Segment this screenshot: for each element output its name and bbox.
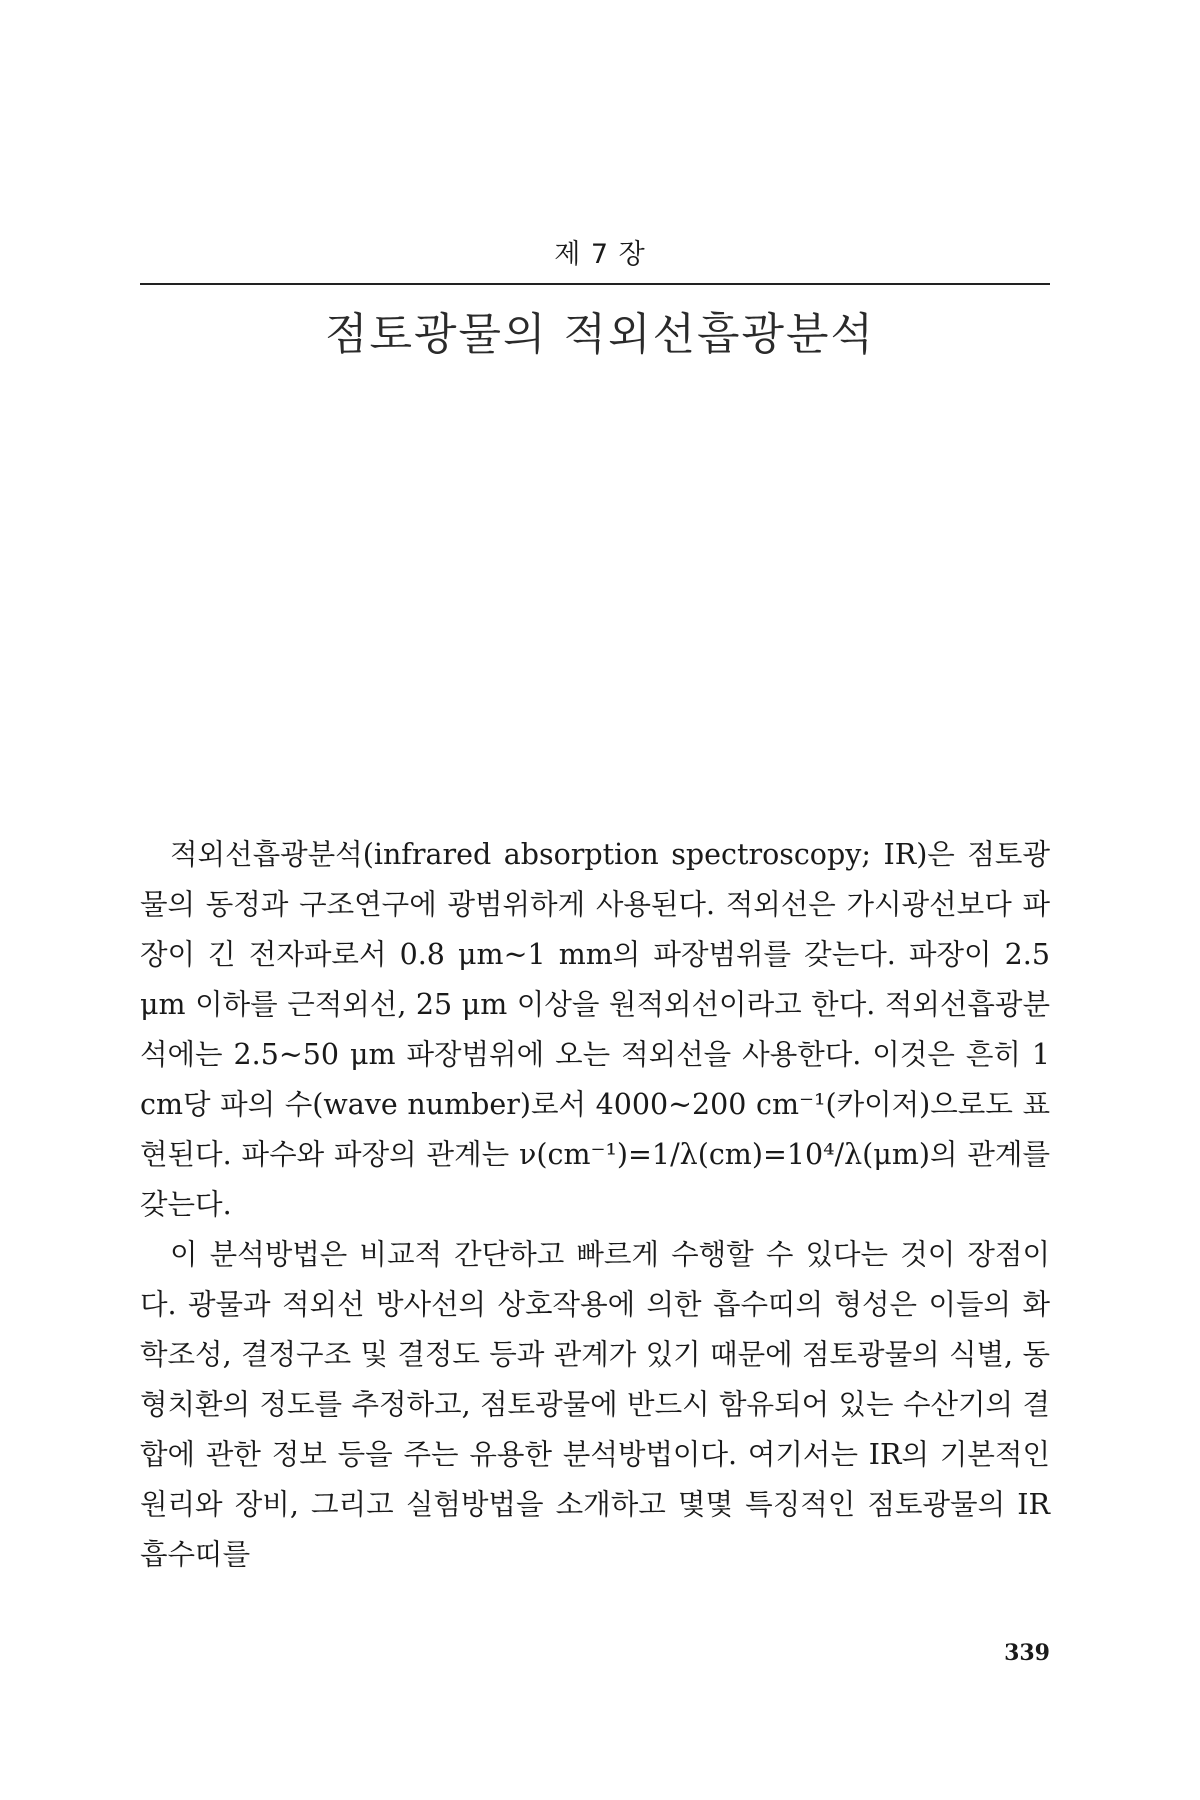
chapter-title: 점토광물의 적외선흡광분석 [324,309,876,360]
chapter-rule [140,283,1050,285]
chapter-number: 제 7 장 [554,239,646,270]
body-text [140,830,1050,1580]
page-number: 339 [1004,1640,1050,1666]
paragraph-2: 이 분석방법은 비교적 간단하고 빠르게 수행할 수 있다는 것이 장점이다. 광물과 적외선 방사선의 상호작용에 의한 흡수띠의 형성은 이들의 화학조성, 결정구조 및 결정도 등과 관계가 있기 때문에 점토광물의 식별, 동형치환의 정도를 추정하고, 점토광물에 반드시 함유되어 있는 수산기의 결합에 관한 정보 등을 주는 유용한 분석방법이다. 여기서는 IR의 기본적인 원리와 장비, 그리고 실험방법을 소개하고 몇몇 특징적인 점토광물의 IR 흡수띠를 [140,1238,1050,1571]
paragraph-1: 적외선흡광분석(infrared absorption spectroscopy; IR)은 점토광물의 동정과 구조연구에 광범위하게 사용된다. 적외선은 가시광선보다 파장이 긴 전자파로서 0.8 μm~1 mm의 파장범위를 갖는다. 파장이 2.5 μm 이하를 근적외선, 25 μm 이상을 원적외선이라고 한다. 적외선흡광분석에는 2.5~50 μm 파장범위에 오는 적외선을 사용한다. 이것은 흔히 1 cm당 파의 수(wave number)로서 4000~200 cm⁻¹(카이저)으로도 표현된다. 파수와 파장의 관계는 ν(cm⁻¹)=1/λ(cm)=10⁴/λ(μm)의 관계를 갖는다. [140,838,1050,1221]
